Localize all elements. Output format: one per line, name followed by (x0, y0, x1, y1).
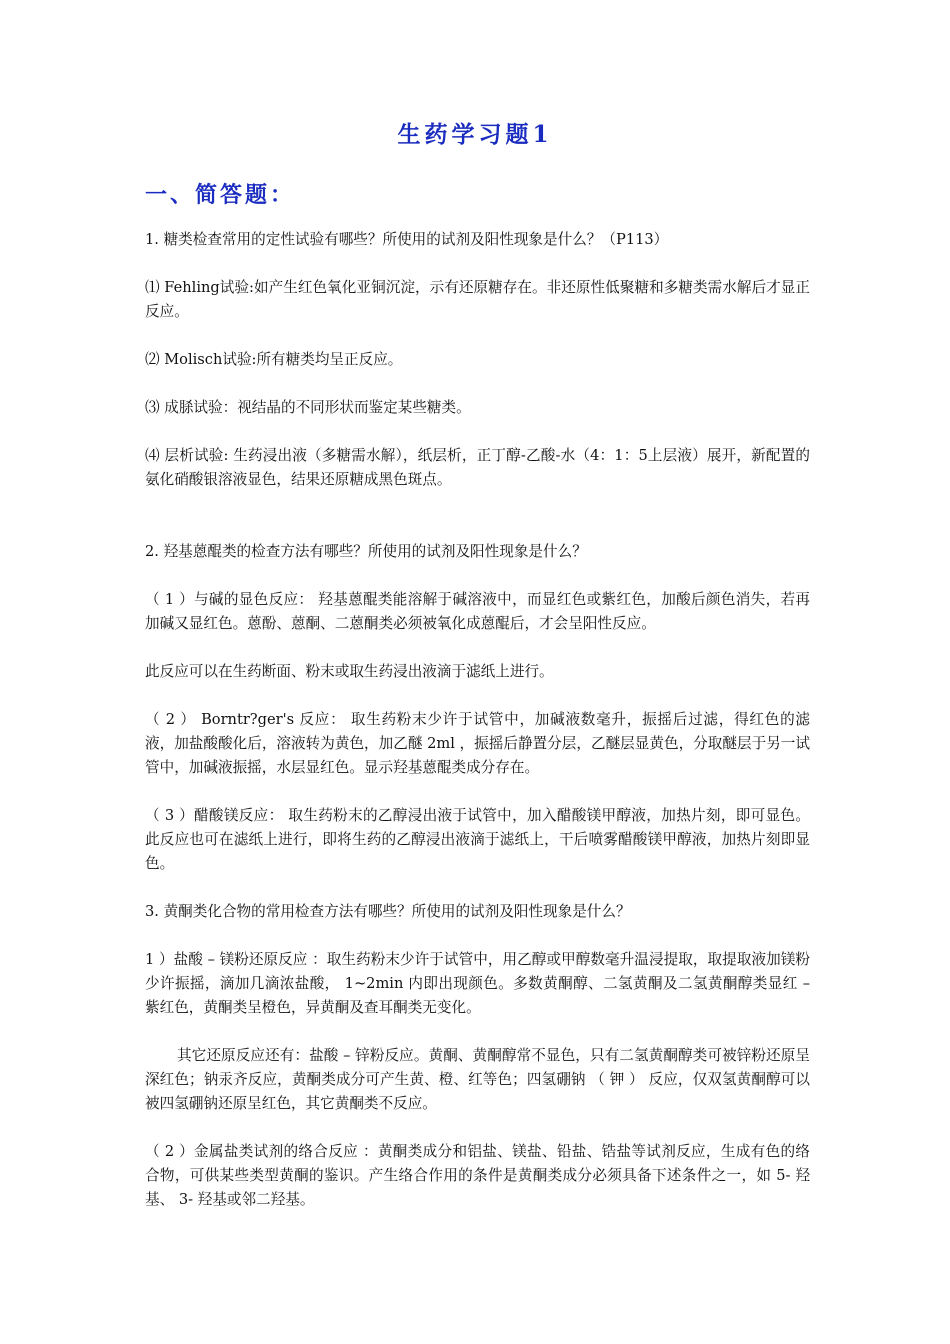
answer-3-note: 其它还原反应还有：盐酸 – 锌粉反应。黄酮、黄酮醇常不显色，只有二氢黄酮醇类可被锌粉还原呈深红色；钠汞齐反应，黄酮类成分可产生黄、橙、红等色；四氢硼钠 （ 钾 ） 反应，仅双氢黄酮醇可以被四氢硼钠还原呈红色，其它黄酮类不反应。 (145, 1047, 810, 1112)
answer-1-item-3: ⑶ 成脎试验：视结晶的不同形状而鉴定某些糖类。 (145, 399, 471, 416)
answer-3-item-1: 1 ）盐酸 – 镁粉还原反应 ：取生药粉末少许于试管中，用乙醇或甲醇数毫升温浸提取，取提取液加镁粉少许振摇，滴加几滴浓盐酸， 1~2min 内即出现颜色。多数黄酮醇、二氢黄酮及二氢黄酮醇类显红 – 紫红色，黄酮类呈橙色，异黄酮及查耳酮类无变化。 (145, 951, 810, 1016)
question-1: 1. 糖类检查常用的定性试验有哪些？所使用的试剂及阳性现象是什么？（P113） (145, 231, 669, 248)
answer-3-item-2: （ 2 ）金属盐类试剂的络合反应 ：黄酮类成分和铝盐、镁盐、铅盐、锆盐等试剂反应，生成有色的络合物，可供某些类型黄酮的鉴识。产生络合作用的条件是黄酮类成分必须具备下述条件之一，如 5- 羟基、 3- 羟基或邻二羟基。 (145, 1143, 810, 1208)
answer-1-item-2: ⑵ Molisch试验:所有糖类均呈正反应。 (145, 351, 403, 368)
document-body (145, 228, 810, 1236)
answer-2-item-2: （ 2 ） Borntr?ger's 反应： 取生药粉末少许于试管中，加碱液数毫升，振摇后过滤，得红色的滤液，加盐酸酸化后，溶液转为黄色，加乙醚 2ml ，振摇后静置分层，乙醚层显黄色，分取醚层于另一试管中，加碱液振摇，水层显红色。显示羟基蒽醌类成分存在。 (145, 711, 810, 776)
question-2: 2. 羟基蒽醌类的检查方法有哪些？所使用的试剂及阳性现象是什么？ (145, 543, 587, 560)
answer-1-item-4: ⑷ 层析试验: 生药浸出液（多糖需水解），纸层析，正丁醇-乙酸-水（4：1：5上层液）展开，新配置的氨化硝酸银溶液显色，结果还原糖成黑色斑点。 (145, 447, 810, 488)
answer-1-item-1: ⑴ Fehling试验:如产生红色氧化亚铜沉淀，示有还原糖存在。非还原性低聚糖和多糖类需水解后才显正反应。 (145, 279, 810, 320)
answer-2-item-3: （ 3 ）醋酸镁反应： 取生药粉末的乙醇浸出液于试管中，加入醋酸镁甲醇液，加热片刻，即可显色。此反应也可在滤纸上进行，即将生药的乙醇浸出液滴于滤纸上，干后喷雾醋酸镁甲醇液，加热片刻即显色。 (145, 807, 810, 872)
question-3: 3. 黄酮类化合物的常用检查方法有哪些？所使用的试剂及阳性现象是什么？ (145, 903, 631, 920)
answer-2-item-1: （ 1 ）与碱的显色反应： 羟基蒽醌类能溶解于碱溶液中，而显红色或紫红色，加酸后颜色消失，若再加碱又显红色。蒽酚、蒽酮、二蒽酮类必须被氧化成蒽醌后，才会呈阳性反应。 (145, 591, 810, 632)
page-title: 生药学习题1 (397, 121, 553, 148)
section-heading: 一、简答题： (145, 182, 296, 208)
answer-2-note: 此反应可以在生药断面、粉末或取生药浸出液滴于滤纸上进行。 (145, 663, 554, 680)
